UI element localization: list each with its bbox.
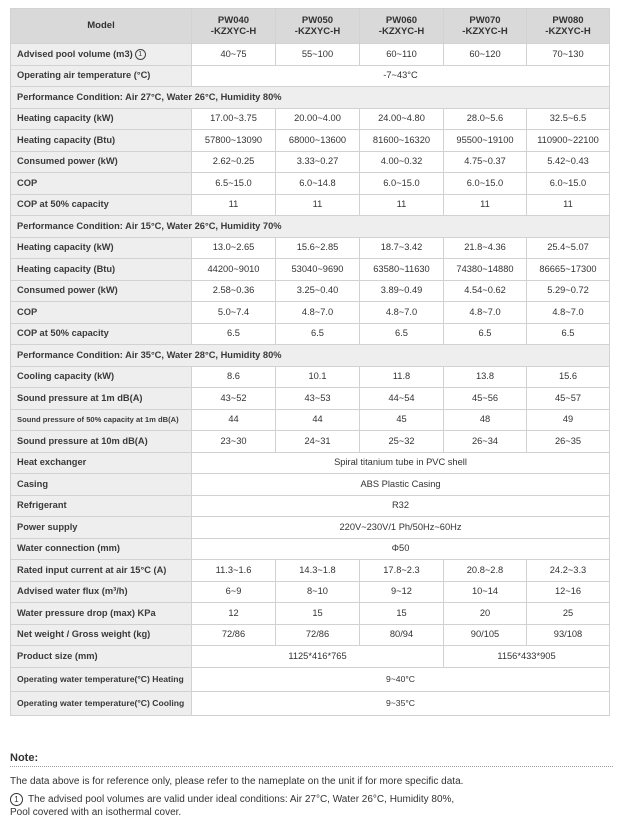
value-cell: 68000~13600 <box>276 130 360 152</box>
value-cell-span: -7~43°C <box>192 65 610 87</box>
row-label-text: Sound pressure at 10m dB(A) <box>17 435 148 446</box>
value-cell: 63580~11630 <box>360 259 444 281</box>
row-label <box>11 581 192 603</box>
footnote-text-line2: Pool covered with an isothermal cover. <box>10 807 182 818</box>
row-label-text: Heat exchanger <box>17 457 87 468</box>
value-cell: 44 <box>192 409 276 431</box>
value-cell: 80/94 <box>360 624 444 646</box>
row-label <box>11 517 192 539</box>
row-label-text: Sound pressure of 50% capacity at 1m dB(A) <box>17 415 179 425</box>
row-label-text: Water connection (mm) <box>17 543 120 554</box>
value-cell: 90/105 <box>444 624 527 646</box>
table-row <box>11 517 610 539</box>
row-label <box>11 691 192 715</box>
value-cell: 11 <box>527 194 610 216</box>
table-row <box>11 474 610 496</box>
value-cell: 26~34 <box>444 431 527 453</box>
model-header-cell: PW040 -KZXYC-H <box>192 9 276 44</box>
value-cell: 14.3~1.8 <box>276 560 360 582</box>
value-cell: 4.75~0.37 <box>444 151 527 173</box>
value-cell: 25 <box>527 603 610 625</box>
value-cell: 26~35 <box>527 431 610 453</box>
table-row <box>11 259 610 281</box>
row-label <box>11 130 192 152</box>
row-label-text: Water pressure drop (max) KPa <box>17 607 156 618</box>
spec-table-body <box>11 9 610 716</box>
value-cell: 44~54 <box>360 388 444 410</box>
value-cell: 24.00~4.80 <box>360 108 444 130</box>
value-cell: 57800~13090 <box>192 130 276 152</box>
value-cell: 17.8~2.3 <box>360 560 444 582</box>
row-label-text: Heating capacity (kW) <box>17 113 114 124</box>
value-cell: 4.00~0.32 <box>360 151 444 173</box>
note-text: The data above is for reference only, please refer to the nameplate on the unit if for more specific data. <box>10 776 464 787</box>
table-row <box>11 65 610 87</box>
value-cell: 86665~17300 <box>527 259 610 281</box>
value-cell: 8~10 <box>276 581 360 603</box>
value-cell-span: 1125*416*765 <box>192 646 444 668</box>
value-cell: 55~100 <box>276 44 360 66</box>
value-cell: 6.0~14.8 <box>276 173 360 195</box>
row-label <box>11 151 192 173</box>
value-cell: 6.5 <box>192 323 276 345</box>
row-label <box>11 259 192 281</box>
row-label-text: Refrigerant <box>17 500 67 511</box>
value-cell: 44200~9010 <box>192 259 276 281</box>
value-cell: 45 <box>360 409 444 431</box>
footnote-text-line1: The advised pool volumes are valid under ideal conditions: Air 27°C, Water 26°C, Humidity 80%, <box>28 794 455 805</box>
value-cell: 72/86 <box>276 624 360 646</box>
spec-table <box>10 8 610 716</box>
row-label <box>11 409 192 431</box>
value-cell: 11 <box>444 194 527 216</box>
value-cell: 25.4~5.07 <box>527 237 610 259</box>
value-cell: 11 <box>276 194 360 216</box>
table-row <box>11 388 610 410</box>
value-cell: 44 <box>276 409 360 431</box>
value-cell: 4.8~7.0 <box>444 302 527 324</box>
row-label <box>11 173 192 195</box>
row-label-text: Heating capacity (kW) <box>17 242 114 253</box>
row-label-text: Net weight / Gross weight (kg) <box>17 629 151 640</box>
table-row <box>11 44 610 66</box>
value-cell: 6.0~15.0 <box>360 173 444 195</box>
table-row <box>11 194 610 216</box>
row-label <box>11 323 192 345</box>
value-cell: 28.0~5.6 <box>444 108 527 130</box>
value-cell: 12~16 <box>527 581 610 603</box>
value-cell: 5.42~0.43 <box>527 151 610 173</box>
row-label-text: Product size (mm) <box>17 650 98 661</box>
row-label-text: Consumed power (kW) <box>17 156 118 167</box>
value-cell: 15 <box>360 603 444 625</box>
row-label <box>11 237 192 259</box>
value-cell: 49 <box>527 409 610 431</box>
row-label <box>11 603 192 625</box>
table-row <box>11 646 610 668</box>
row-label-text: COP at 50% capacity <box>17 328 109 339</box>
value-cell-span: 220V~230V/1 Ph/50Hz~60Hz <box>192 517 610 539</box>
value-cell: 3.25~0.40 <box>276 280 360 302</box>
value-cell: 8.6 <box>192 366 276 388</box>
row-label-text: Operating air temperature (°C) <box>17 70 151 81</box>
table-row <box>11 452 610 474</box>
value-cell: 74380~14880 <box>444 259 527 281</box>
row-label <box>11 366 192 388</box>
value-cell: 13.8 <box>444 366 527 388</box>
row-label <box>11 302 192 324</box>
row-label <box>11 388 192 410</box>
header-row <box>11 9 610 44</box>
value-cell: 11.8 <box>360 366 444 388</box>
row-label-text: Advised water flux (m³/h) <box>17 586 128 597</box>
row-label <box>11 452 192 474</box>
section-row <box>11 216 610 238</box>
value-cell: 3.89~0.49 <box>360 280 444 302</box>
value-cell: 4.8~7.0 <box>527 302 610 324</box>
section-row <box>11 87 610 109</box>
table-row <box>11 151 610 173</box>
value-cell: 20.00~4.00 <box>276 108 360 130</box>
table-row <box>11 237 610 259</box>
table-row <box>11 691 610 715</box>
value-cell: 10~14 <box>444 581 527 603</box>
value-cell: 15.6 <box>527 366 610 388</box>
table-row <box>11 280 610 302</box>
table-row <box>11 173 610 195</box>
value-cell: 6.5 <box>360 323 444 345</box>
value-cell: 60~120 <box>444 44 527 66</box>
row-label-text: Operating water temperature(°C) Heating <box>17 673 184 684</box>
value-cell: 10.1 <box>276 366 360 388</box>
value-cell: 70~130 <box>527 44 610 66</box>
value-cell: 21.8~4.36 <box>444 237 527 259</box>
row-label <box>11 624 192 646</box>
value-cell: 93/108 <box>527 624 610 646</box>
section-heading: Performance Condition: Air 35°C, Water 28°C, Humidity 80% <box>11 345 610 367</box>
value-cell: 20.8~2.8 <box>444 560 527 582</box>
row-label-text: Operating water temperature(°C) Cooling <box>17 697 185 708</box>
value-cell: 24.2~3.3 <box>527 560 610 582</box>
table-row <box>11 581 610 603</box>
table-row <box>11 495 610 517</box>
value-cell-span: ABS Plastic Casing <box>192 474 610 496</box>
value-cell: 43~53 <box>276 388 360 410</box>
value-cell: 2.58~0.36 <box>192 280 276 302</box>
value-cell: 45~56 <box>444 388 527 410</box>
row-label-text: Casing <box>17 478 48 489</box>
value-cell: 6.0~15.0 <box>527 173 610 195</box>
row-label-text: Heating capacity (Btu) <box>17 263 116 274</box>
value-cell: 48 <box>444 409 527 431</box>
row-label <box>11 108 192 130</box>
table-row <box>11 323 610 345</box>
table-row <box>11 667 610 691</box>
row-label <box>11 65 192 87</box>
value-cell: 60~110 <box>360 44 444 66</box>
value-cell-span: Φ50 <box>192 538 610 560</box>
row-label <box>11 495 192 517</box>
table-row <box>11 108 610 130</box>
value-cell: 3.33~0.27 <box>276 151 360 173</box>
value-cell: 25~32 <box>360 431 444 453</box>
table-row <box>11 624 610 646</box>
row-label <box>11 560 192 582</box>
row-label-text: Consumed power (kW) <box>17 285 118 296</box>
value-cell-span: R32 <box>192 495 610 517</box>
value-cell: 43~52 <box>192 388 276 410</box>
value-cell: 6.5 <box>276 323 360 345</box>
row-label-text: Heating capacity (Btu) <box>17 134 116 145</box>
value-cell: 23~30 <box>192 431 276 453</box>
table-row <box>11 603 610 625</box>
footnote-marker-icon: 1 <box>10 793 23 806</box>
model-header-cell: PW070 -KZXYC-H <box>444 9 527 44</box>
row-label <box>11 280 192 302</box>
table-row <box>11 409 610 431</box>
value-cell: 18.7~3.42 <box>360 237 444 259</box>
section-row <box>11 345 610 367</box>
row-label <box>11 646 192 668</box>
value-cell: 12 <box>192 603 276 625</box>
value-cell: 110900~22100 <box>527 130 610 152</box>
row-label <box>11 474 192 496</box>
table-row <box>11 560 610 582</box>
row-label-text: COP at 50% capacity <box>17 199 109 210</box>
table-row <box>11 130 610 152</box>
note-divider <box>10 766 613 767</box>
note-title: Note: <box>10 752 39 764</box>
value-cell: 5.29~0.72 <box>527 280 610 302</box>
table-row <box>11 538 610 560</box>
value-cell: 15.6~2.85 <box>276 237 360 259</box>
value-cell: 5.0~7.4 <box>192 302 276 324</box>
table-row <box>11 366 610 388</box>
value-cell-span: 1156*433*905 <box>444 646 610 668</box>
row-label <box>11 667 192 691</box>
row-label <box>11 538 192 560</box>
value-cell: 4.8~7.0 <box>276 302 360 324</box>
model-header: Model <box>11 9 192 44</box>
row-label <box>11 431 192 453</box>
row-label-text: Sound pressure at 1m dB(A) <box>17 392 143 403</box>
model-header-cell: PW080 -KZXYC-H <box>527 9 610 44</box>
row-label-text: Power supply <box>17 521 78 532</box>
value-cell: 81600~16320 <box>360 130 444 152</box>
value-cell: 11.3~1.6 <box>192 560 276 582</box>
value-cell-span: 9~40°C <box>192 667 610 691</box>
row-label <box>11 194 192 216</box>
row-label <box>11 44 192 66</box>
value-cell: 2.62~0.25 <box>192 151 276 173</box>
value-cell: 20 <box>444 603 527 625</box>
value-cell-span: 9~35°C <box>192 691 610 715</box>
value-cell: 4.8~7.0 <box>360 302 444 324</box>
value-cell: 6.5 <box>527 323 610 345</box>
value-cell: 95500~19100 <box>444 130 527 152</box>
value-cell: 11 <box>192 194 276 216</box>
value-cell: 40~75 <box>192 44 276 66</box>
value-cell: 4.54~0.62 <box>444 280 527 302</box>
value-cell: 24~31 <box>276 431 360 453</box>
section-heading: Performance Condition: Air 27°C, Water 26°C, Humidity 80% <box>11 87 610 109</box>
value-cell: 6~9 <box>192 581 276 603</box>
row-label-text: Rated input current at air 15°C (A) <box>17 564 167 575</box>
row-label-text: Advised pool volume (m3) <box>17 48 133 59</box>
row-label-text: Cooling capacity (kW) <box>17 371 115 382</box>
table-row <box>11 302 610 324</box>
value-cell: 53040~9690 <box>276 259 360 281</box>
table-row <box>11 431 610 453</box>
section-heading: Performance Condition: Air 15°C, Water 26°C, Humidity 70% <box>11 216 610 238</box>
value-cell: 17.00~3.75 <box>192 108 276 130</box>
value-cell: 6.5 <box>444 323 527 345</box>
value-cell-span: Spiral titanium tube in PVC shell <box>192 452 610 474</box>
value-cell: 11 <box>360 194 444 216</box>
note-footnote <box>10 793 454 819</box>
value-cell: 45~57 <box>527 388 610 410</box>
footnote-marker-icon: 1 <box>135 49 146 60</box>
value-cell: 15 <box>276 603 360 625</box>
row-label-text: COP <box>17 177 38 188</box>
model-header-cell: PW050 -KZXYC-H <box>276 9 360 44</box>
value-cell: 13.0~2.65 <box>192 237 276 259</box>
model-header-cell: PW060 -KZXYC-H <box>360 9 444 44</box>
value-cell: 9~12 <box>360 581 444 603</box>
row-label-text: COP <box>17 306 38 317</box>
value-cell: 6.5~15.0 <box>192 173 276 195</box>
value-cell: 32.5~6.5 <box>527 108 610 130</box>
value-cell: 72/86 <box>192 624 276 646</box>
value-cell: 6.0~15.0 <box>444 173 527 195</box>
